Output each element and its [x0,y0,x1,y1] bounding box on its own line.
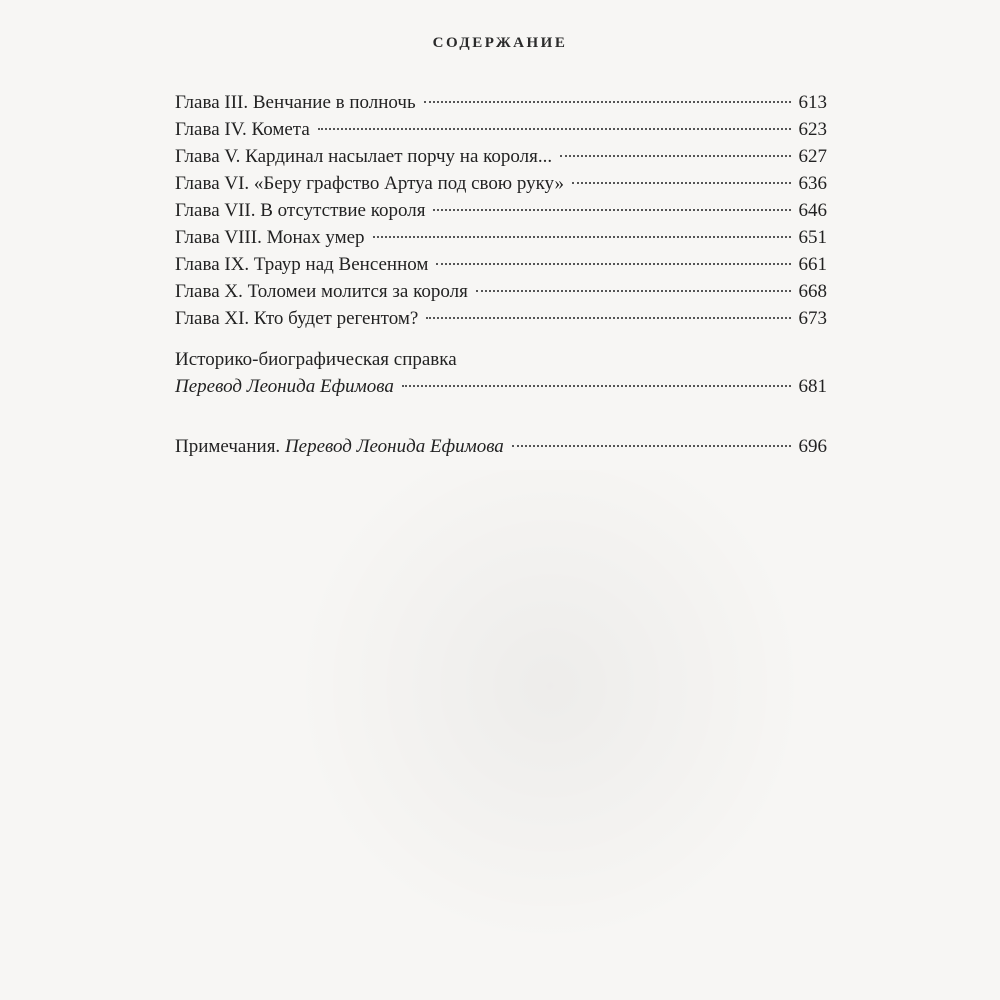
chapter-title: Глава VII. В отсутствие короля [175,200,426,221]
page-number: 661 [798,254,827,275]
dot-leader [560,155,790,157]
toc-entry[interactable] [175,251,827,279]
translator-credit: Перевод Леонида Ефимова [284,436,504,457]
translator-credit: Перевод Леонида Ефимова [175,376,394,397]
page-number: 613 [798,92,827,113]
dot-leader [436,263,790,265]
show-through-shadow [290,470,810,950]
dot-leader [476,290,791,292]
toc-entry[interactable] [175,224,827,252]
dot-leader [373,236,791,238]
toc-entry[interactable] [175,197,827,225]
chapter-title: Глава XI. Кто будет регентом? [175,308,419,329]
toc-entry-reference[interactable] [175,373,827,401]
page-number: 673 [798,308,827,329]
chapter-title: Глава III. Венчание в полночь [175,92,416,113]
toc-entry[interactable] [175,170,827,198]
chapter-title: Глава VIII. Монах умер [175,227,365,248]
toc-entry[interactable] [175,305,827,333]
running-head: СОДЕРЖАНИЕ [432,35,568,51]
dot-leader [402,385,791,387]
page-number: 681 [798,376,827,397]
page-number: 651 [798,227,827,248]
dot-leader [424,101,791,103]
toc-entry[interactable] [175,143,827,171]
page-number: 623 [798,119,827,140]
dot-leader [572,182,790,184]
chapter-title: Глава IV. Комета [175,119,310,140]
reference-title: Историко-биографическая справка [175,349,457,370]
toc-entry[interactable] [175,89,827,117]
page-number: 627 [798,146,827,167]
toc-entry[interactable] [175,278,827,306]
toc-entry-notes[interactable] [175,433,827,461]
toc-entry[interactable] [175,116,827,144]
dot-leader [512,445,791,447]
chapter-title: Глава IX. Траур над Венсенном [175,254,429,275]
page-number: 696 [798,436,827,457]
chapter-title: Глава VI. «Беру графство Артуа под свою руку» [175,173,565,194]
dot-leader [426,317,790,319]
chapter-title: Глава V. Кардинал насылает порчу на короля... [175,146,553,167]
page-number: 668 [798,281,827,302]
page-number: 646 [798,200,827,221]
notes-title: Примечания. [175,436,281,457]
dot-leader [318,128,791,130]
chapter-title: Глава X. Толомеи молится за короля [175,281,468,302]
page-number: 636 [798,173,827,194]
notes-title-group [175,433,504,461]
dot-leader [433,209,790,211]
